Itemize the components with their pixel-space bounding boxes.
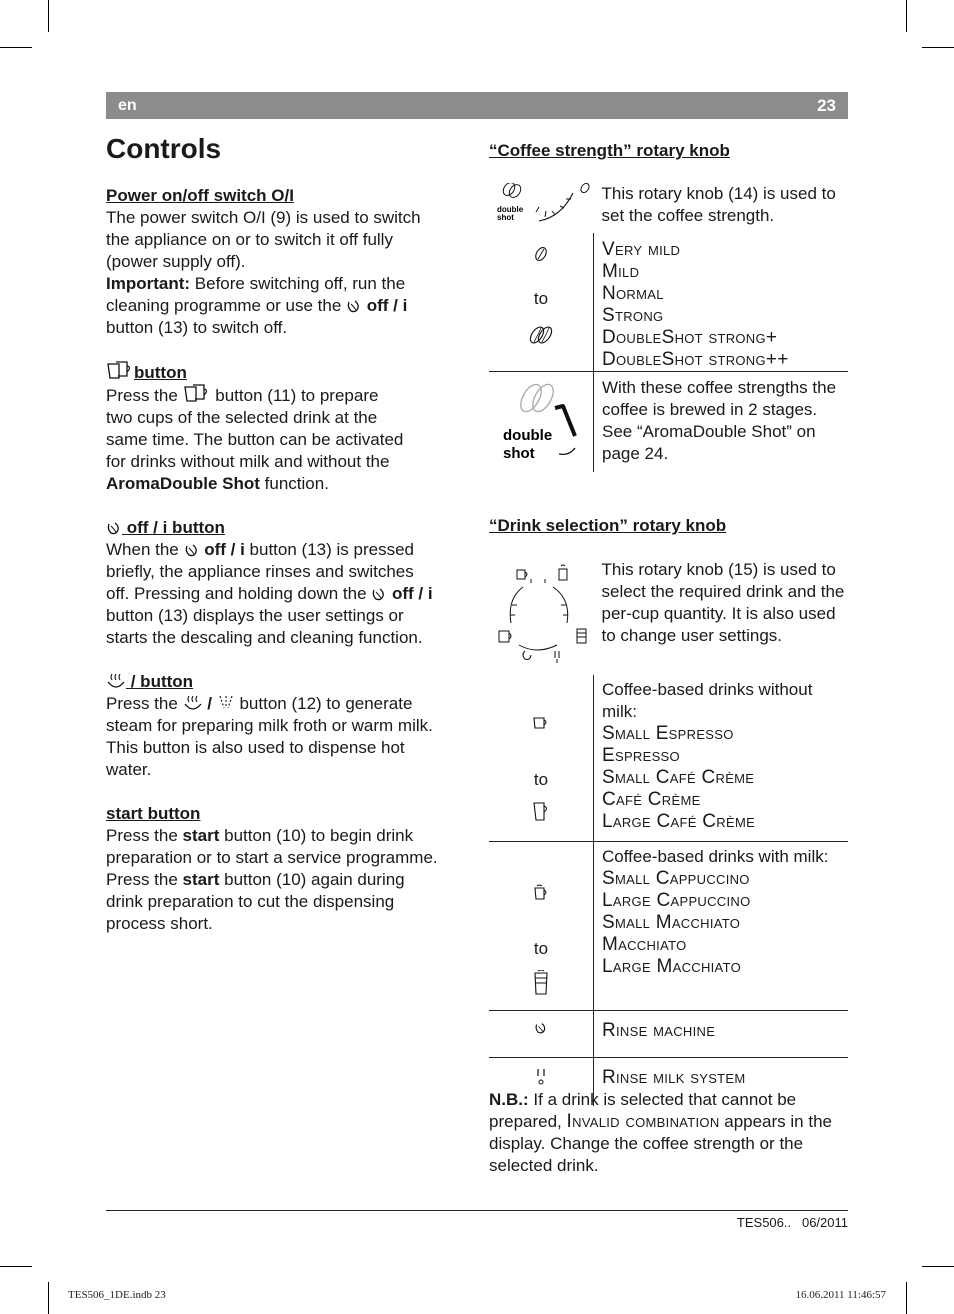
strength-level: DoubleShot strong++ (602, 349, 789, 370)
rinse-milk-system: Rinse milk system (602, 1067, 746, 1088)
drink-heading: “Drink selection” rotary knob (489, 516, 727, 535)
strength-level: Very mild (602, 239, 681, 260)
page-title: Controls (106, 133, 222, 164)
crop-mark (906, 1282, 907, 1314)
svg-text:double: double (503, 427, 553, 444)
double-text: same time. The button can be activated (106, 430, 404, 449)
off-i-text: When the off / i button (13) is pressed (106, 540, 414, 559)
crop-mark (0, 47, 32, 48)
crop-mark (922, 47, 954, 48)
crop-mark (0, 1266, 32, 1267)
nomilk-list (594, 675, 849, 842)
drink-item: Large Café Crème (602, 811, 756, 832)
nomilk-range-cell (489, 675, 594, 842)
start-text: Press the start button (10) to begin drink (106, 826, 414, 845)
drink-item: Small Espresso (602, 723, 734, 744)
milk-title: Coffee-based drinks with milk: (602, 847, 829, 866)
milk-range-cell (489, 842, 594, 1011)
footer-date: 06/2011 (801, 1215, 848, 1230)
crop-mark (922, 1266, 954, 1267)
nomilk-title: Coffee-based drinks without milk: (602, 680, 813, 721)
double-cup-icon (183, 384, 211, 404)
rinse-icon (184, 542, 200, 558)
rinse-icon (346, 298, 362, 314)
start-text: drink preparation to cut the dispensing (106, 892, 395, 911)
drink-item: Espresso (602, 745, 680, 766)
left-column (106, 185, 471, 935)
drink-item: Small Cappuccino (602, 868, 750, 889)
footer (737, 1215, 848, 1230)
off-i-text: briefly, the appliance rinses and switches (106, 562, 414, 581)
large-cup-icon (532, 801, 550, 823)
strength-table (489, 183, 848, 472)
macchiato-glass-icon (533, 970, 549, 996)
print-slug-stamp: 16.06.2011 11:46:57 (795, 1289, 886, 1301)
crop-mark (48, 1282, 49, 1314)
double-text: for drinks without milk and without the (106, 452, 390, 471)
steam-icon (183, 694, 203, 712)
crop-mark (48, 0, 49, 32)
power-heading: Power on/off switch O/I (106, 186, 294, 205)
hot-water-icon (217, 694, 235, 712)
rinse-icon (534, 1021, 548, 1035)
drink-item: Large Macchiato (602, 956, 741, 977)
off-i-text: off. Pressing and holding down the off / i (106, 584, 433, 603)
start-text: process short. (106, 914, 213, 933)
svg-text:shot: shot (497, 213, 515, 222)
power-text: (power supply off). (106, 252, 246, 271)
page-number: 23 (817, 96, 836, 115)
svg-text:shot: shot (503, 445, 535, 462)
strength-level: Strong (602, 305, 664, 326)
strength-level: Normal (602, 283, 664, 304)
strength-heading: “Coffee strength” rotary knob (489, 141, 730, 160)
footer-rule (106, 1210, 848, 1211)
small-cup-icon (532, 715, 550, 731)
double-shot-cell (489, 372, 594, 473)
strength-level: Mild (602, 261, 640, 282)
steam-heading: / button (106, 671, 471, 693)
to-label: to (533, 289, 549, 308)
single-bean-icon (534, 245, 548, 263)
milk-list (594, 842, 849, 1011)
drink-table (489, 559, 848, 1106)
start-text: Press the start button (10) again during (106, 870, 405, 889)
double-text: AromaDouble Shot function. (106, 474, 329, 493)
header-bar (106, 92, 848, 119)
print-slug-file: TES506_1DE.indb 23 (68, 1289, 166, 1301)
start-heading: start button (106, 804, 201, 823)
strength-levels (594, 233, 849, 372)
off-i-text: button (13) displays the user settings or (106, 606, 404, 625)
power-text: The power switch O/I (9) is used to switch (106, 208, 421, 227)
double-cup-icon (106, 361, 134, 381)
nb-note: N.B.: If a drink is selected that cannot be prepared, Invalid combination appears in the display. Change the coffee strength or the selected drink. (489, 1090, 832, 1175)
steam-icon (106, 672, 126, 690)
svg-text:double: double (497, 205, 524, 214)
crop-mark (906, 0, 907, 32)
double-shot-text: With these coffee strengths the coffee is brewed in 2 stages. See “AromaDouble Shot” on page 24. (602, 378, 837, 463)
steam-text: This button is also used to dispense hot (106, 738, 405, 757)
double-text: two cups of the selected drink at the (106, 408, 378, 427)
strength-knob-cell (489, 183, 594, 233)
drink-item: Café Crème (602, 789, 701, 810)
start-text: preparation or to start a service programme. (106, 848, 438, 867)
drink-item: Small Café Crème (602, 767, 755, 788)
model-code: TES506.. (736, 1215, 792, 1230)
power-text: cleaning programme or use the off / i (106, 296, 408, 315)
rinse-cell (489, 1011, 594, 1058)
drink-item: Macchiato (602, 934, 687, 955)
rinse-machine: Rinse machine (594, 1011, 849, 1058)
strength-level: DoubleShot strong+ (602, 327, 778, 348)
double-text: Press the button (11) to prepare (106, 386, 379, 405)
drink-knob-cell (489, 559, 594, 675)
double-cup-heading: button (106, 361, 471, 384)
off-i-text: starts the descaling and cleaning function. (106, 628, 423, 647)
steam-text: steam for preparing milk froth or warm milk. (106, 716, 433, 735)
power-text: the appliance on or to switch it off fully (106, 230, 393, 249)
drink-item: Large Cappuccino (602, 890, 751, 911)
cappuccino-cup-icon (532, 884, 550, 902)
drink-knob-icon (489, 559, 593, 669)
to-label: to (533, 939, 549, 958)
drink-intro: This rotary knob (15) is used to select the required drink and the per-cup quantity. It is also used to change user settings. (601, 560, 845, 645)
off-i-heading: off / i button (106, 517, 471, 539)
steam-text: water. (106, 760, 152, 779)
strength-range-cell (489, 233, 594, 372)
double-shot-knob-icon (489, 372, 593, 466)
power-important: Important: Before switching off, run the (106, 274, 406, 293)
strength-intro: This rotary knob (14) is used to set the coffee strength. (601, 184, 836, 225)
strength-knob-icon (489, 183, 593, 227)
power-text: button (13) to switch off. (106, 318, 288, 337)
drink-item: Small Macchiato (602, 912, 741, 933)
to-label: to (533, 770, 549, 789)
rinse-icon (371, 586, 387, 602)
double-bean-icon (526, 323, 556, 347)
steam-text: Press the / button (12) to generate (106, 694, 413, 713)
rinse-icon (106, 520, 122, 536)
milk-rinse-icon (535, 1068, 547, 1086)
language-code: en (118, 97, 137, 114)
